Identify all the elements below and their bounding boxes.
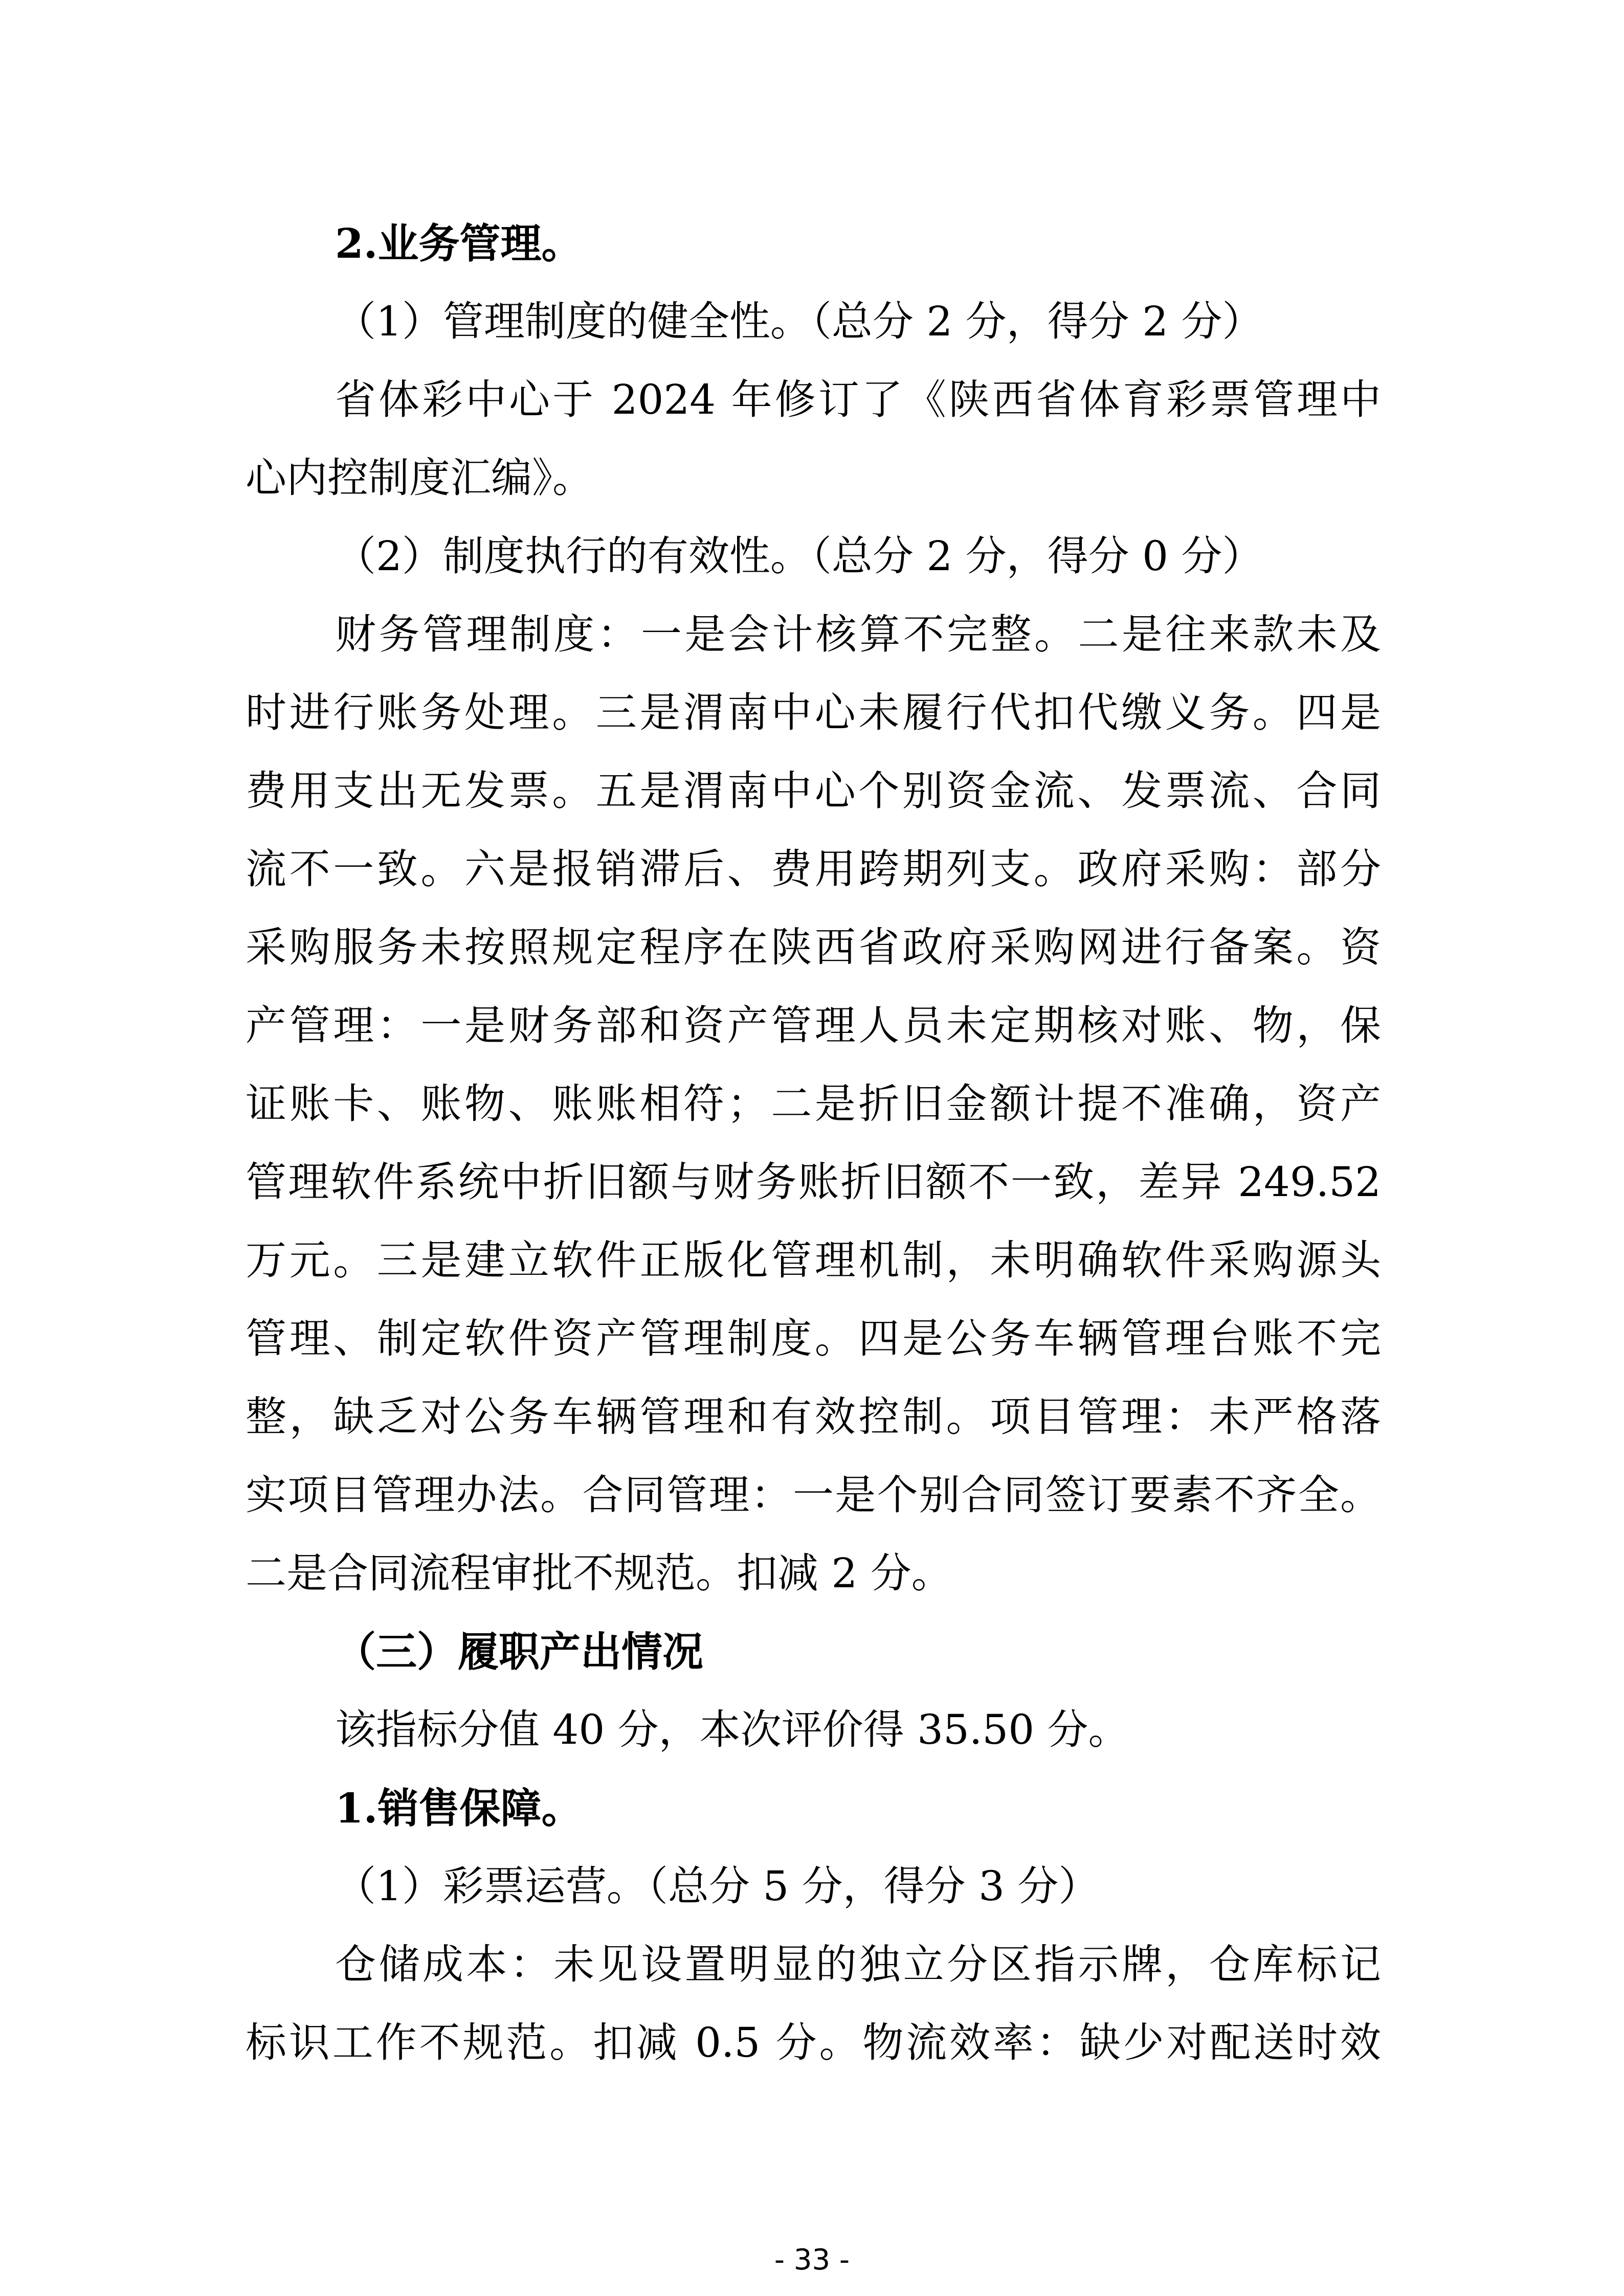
paragraph-line: 心内控制度汇编》。 <box>246 454 593 502</box>
paragraph-line: 管理软件系统中折旧额与财务账折旧额不一致，差异 249.52 <box>246 1158 1381 1206</box>
paragraph-line: 整，缺乏对公务车辆管理和有效控制。项目管理：未严格落 <box>246 1393 1381 1440</box>
paragraph-line: 证账卡、账物、账账相符；二是折旧金额计提不准确，资产 <box>246 1080 1381 1128</box>
paragraph-line: 仓储成本：未见设置明显的独立分区指示牌，仓库标记 <box>335 1941 1381 1988</box>
sub-item-2-heading: （2）制度执行的有效性。（总分 2 分，得分 0 分） <box>335 532 1263 580</box>
paragraph-line: 产管理：一是财务部和资产管理人员未定期核对账、物，保 <box>246 1002 1381 1049</box>
paragraph-line: 采购服务未按照规定程序在陕西省政府采购网进行备案。资 <box>246 924 1381 971</box>
paragraph-line: 财务管理制度：一是会计核算不完整。二是往来款未及 <box>335 611 1381 658</box>
section-heading-business-management: 2.业务管理。 <box>335 219 583 267</box>
section-heading-sales-support: 1.销售保障。 <box>335 1784 583 1832</box>
page-number: - 33 - <box>774 2243 850 2277</box>
paragraph-line: 省体彩中心于 2024 年修订了《陕西省体育彩票管理中 <box>335 376 1381 423</box>
sub-item-1-heading: （1）管理制度的健全性。（总分 2 分，得分 2 分） <box>335 298 1263 345</box>
paragraph-line: 标识工作不规范。扣减 0.5 分。物流效率：缺少对配送时效 <box>246 2019 1381 2066</box>
paragraph-line: 时进行账务处理。三是渭南中心未履行代扣代缴义务。四是 <box>246 689 1381 736</box>
paragraph-line: 该指标分值 40 分，本次评价得 35.50 分。 <box>335 1706 1129 1753</box>
paragraph-line: 费用支出无发票。五是渭南中心个别资金流、发票流、合同 <box>246 767 1381 815</box>
paragraph-line: 管理、制定软件资产管理制度。四是公务车辆管理台账不完 <box>246 1315 1381 1362</box>
sub-item-lottery-operation-heading: （1）彩票运营。（总分 5 分，得分 3 分） <box>335 1862 1100 1910</box>
paragraph-line: 流不一致。六是报销滞后、费用跨期列支。政府采购：部分 <box>246 845 1381 893</box>
paragraph-line: 万元。三是建立软件正版化管理机制，未明确软件采购源头 <box>246 1236 1381 1284</box>
section-heading-performance-output: （三）履职产出情况 <box>335 1628 703 1676</box>
paragraph-line: 二是合同流程审批不规范。扣减 2 分。 <box>246 1549 952 1597</box>
paragraph-line: 实项目管理办法。合同管理：一是个别合同签订要素不齐全。 <box>246 1471 1381 1519</box>
